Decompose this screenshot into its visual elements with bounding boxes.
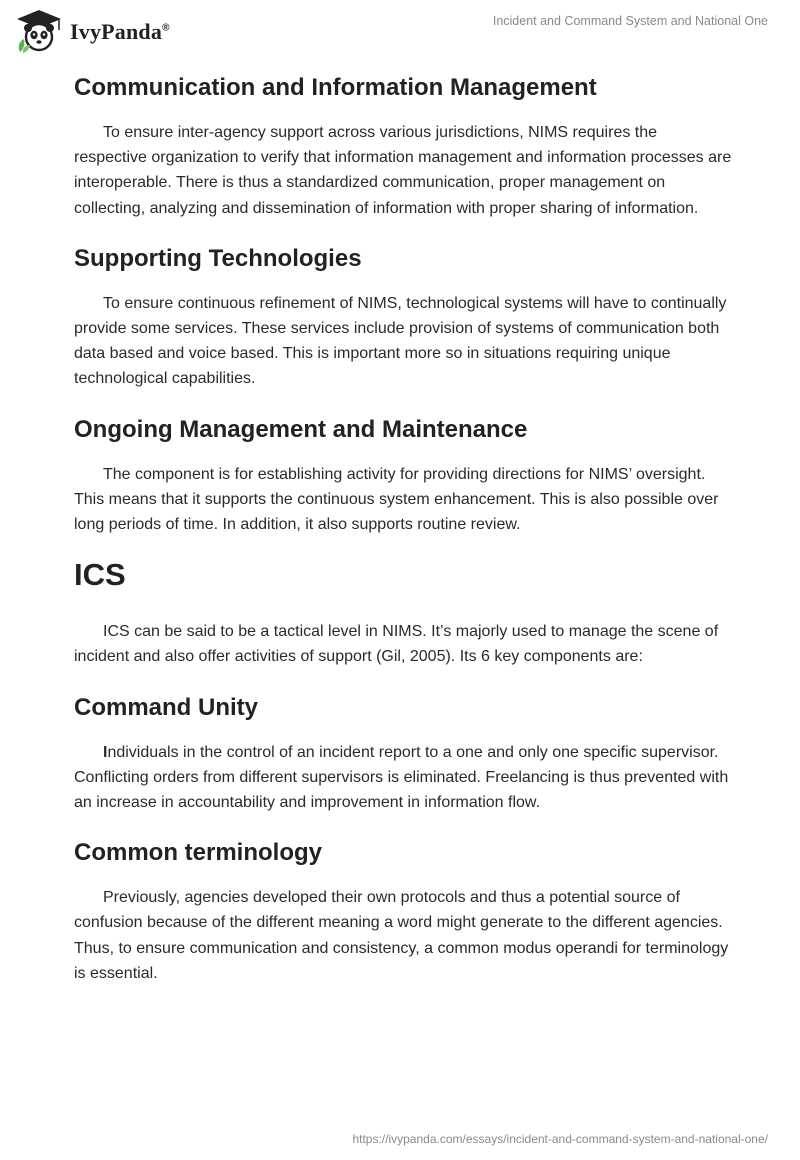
section-paragraph-supporting-technologies: To ensure continuous refinement of NIMS, technological systems will have to continually provide some services. These services include provision of systems of communication both data based and voice based. This is important more so in situations requiring unique technological capabilities. <box>74 294 727 388</box>
section-heading-ics: ICS <box>74 557 126 593</box>
panda-graduate-icon <box>14 8 64 54</box>
logo-text: IvyPanda <box>70 19 163 44</box>
article-body <box>74 68 734 986</box>
section-heading-supporting-technologies: Supporting Technologies <box>74 244 362 272</box>
page-header <box>0 0 800 60</box>
ivypanda-logo[interactable] <box>14 8 170 54</box>
paragraph-text: ndividuals in the control of an incident report to a one and only one specific supervisor. Conflicting orders from different supervisors is eliminated. Freelancing is thus prevented with an increase in accountability and improvement in information flow. <box>74 743 729 812</box>
section-paragraph-communication: To ensure inter-agency support across various jurisdictions, NIMS requires the respective organization to verify that information management and information processes are interoperable. There is thus a standardized communication, proper management on collecting, analyzing and dissemination of information with proper sharing of information. <box>74 124 732 217</box>
drop-letter: I <box>103 743 108 761</box>
section-heading-command-unity: Command Unity <box>74 693 259 721</box>
section-heading-common-terminology: Common terminology <box>74 839 323 867</box>
section-paragraph-command-unity <box>74 740 734 816</box>
section-paragraph-ongoing-management: The component is for establishing activity for providing directions for NIMS’ oversight. This means that it supports the continuous system enhancement. This is also possible over long periods of time. In addition, it also supports routine review. <box>74 465 719 534</box>
registered-mark: ® <box>162 22 170 34</box>
document-title: Incident and Command System and National One <box>492 14 768 28</box>
section-heading-communication: Communication and Information Management <box>74 74 597 101</box>
section-paragraph-ics: ICS can be said to be a tactical level in NIMS. It’s majorly used to manage the scene of incident and also offer activities of support (Gil, 2005). Its 6 key components are: <box>74 623 719 666</box>
section-paragraph-common-terminology: Previously, agencies developed their own protocols and thus a potential source of confusion because of the different meaning a word might generate to the different agencies. Thus, to ensure communication and consistency, a common modus operandi for terminology is essential. <box>74 889 729 982</box>
section-heading-ongoing-management: Ongoing Management and Maintenance <box>74 415 528 443</box>
source-url[interactable]: https://ivypanda.com/essays/incident-and-command-system-and-national-one/ <box>352 1132 768 1146</box>
